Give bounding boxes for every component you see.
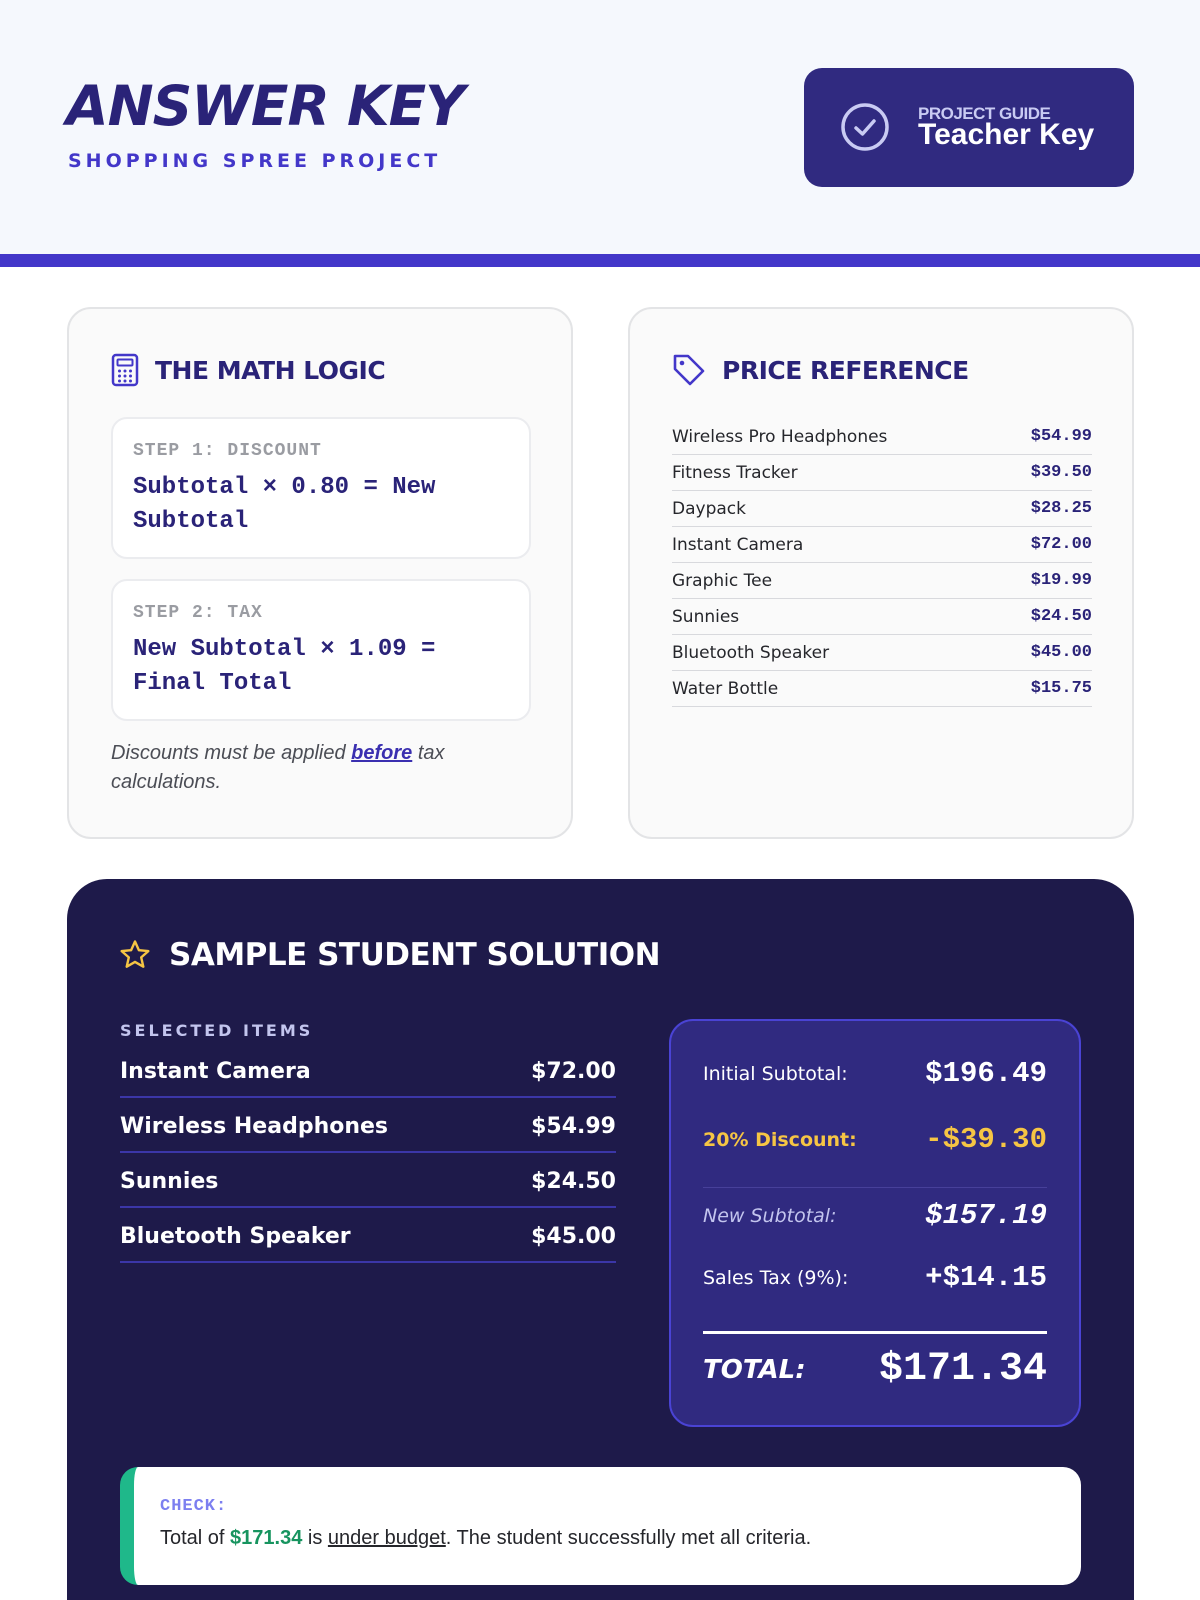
budget-check-callout — [120, 1467, 1081, 1585]
item-name: Bluetooth Speaker — [672, 642, 830, 663]
item-name: Bluetooth Speaker — [120, 1224, 351, 1249]
item-price: $72.00 — [531, 1059, 616, 1084]
check-message — [160, 1527, 811, 1550]
sales-tax-row — [703, 1261, 1047, 1294]
check-middle: is — [302, 1527, 328, 1549]
summary-label: 20% Discount: — [703, 1128, 857, 1151]
solution-title: SAMPLE STUDENT SOLUTION — [169, 937, 661, 973]
summary-value: +$14.15 — [925, 1261, 1047, 1294]
step-label: STEP 2: TAX — [133, 603, 263, 623]
check-suffix: . The student successfully met all criteria. — [445, 1527, 812, 1549]
item-price: $54.99 — [1030, 427, 1092, 446]
page-subtitle: SHOPPING SPREE PROJECT — [68, 150, 442, 172]
check-label: CHECK: — [160, 1497, 228, 1516]
price-row — [672, 455, 1092, 491]
item-name: Wireless Pro Headphones — [672, 426, 888, 447]
item-name: Water Bottle — [672, 678, 779, 699]
star-icon — [119, 939, 151, 971]
selected-item-row — [120, 1043, 616, 1098]
badge-title: Teacher Key — [918, 118, 1095, 151]
price-row — [672, 599, 1092, 635]
item-price: $54.99 — [531, 1114, 616, 1139]
price-row — [672, 671, 1092, 707]
step-formula: Subtotal × 0.80 = New Subtotal — [133, 474, 436, 535]
initial-subtotal-row — [703, 1057, 1047, 1090]
summary-label: Sales Tax (9%): — [703, 1266, 849, 1289]
selected-item-row — [120, 1208, 616, 1263]
total-value: $171.34 — [878, 1347, 1047, 1392]
header-divider — [0, 254, 1200, 267]
price-reference-card — [628, 307, 1134, 839]
price-row — [672, 419, 1092, 455]
step-tax — [111, 579, 531, 721]
note-suffix: tax calculations. — [111, 742, 445, 793]
price-list — [672, 419, 1092, 707]
item-price: $72.00 — [1030, 535, 1092, 554]
tag-icon — [672, 353, 706, 387]
check-prefix: Total of — [160, 1527, 231, 1549]
item-name: Instant Camera — [672, 534, 804, 555]
math-logic-card — [67, 307, 573, 839]
item-name: Graphic Tee — [672, 570, 773, 591]
note-emphasis: before — [351, 742, 413, 764]
math-logic-title: THE MATH LOGIC — [155, 355, 386, 385]
price-reference-heading — [672, 353, 969, 387]
summary-label: Initial Subtotal: — [703, 1062, 848, 1085]
selected-item-row — [120, 1098, 616, 1153]
check-circle-icon — [840, 102, 890, 152]
item-price: $45.00 — [531, 1224, 616, 1249]
step-label: STEP 1: DISCOUNT — [133, 441, 322, 461]
new-subtotal-row — [703, 1199, 1047, 1232]
total-divider — [703, 1331, 1047, 1334]
item-name: Sunnies — [672, 606, 740, 627]
discount-row — [703, 1123, 1047, 1156]
total-row — [703, 1347, 1047, 1392]
item-price: $28.25 — [1030, 499, 1092, 518]
selected-item-row — [120, 1153, 616, 1208]
step-discount — [111, 417, 531, 559]
sample-solution-panel — [67, 879, 1134, 1600]
item-price: $39.50 — [1030, 463, 1092, 482]
item-price: $24.50 — [1030, 607, 1092, 626]
teacher-key-badge — [804, 68, 1134, 187]
calculation-summary — [669, 1019, 1081, 1427]
item-name: Wireless Headphones — [120, 1114, 389, 1139]
check-budget: under budget — [327, 1527, 446, 1549]
step-formula: New Subtotal × 1.09 = Final Total — [133, 636, 436, 697]
item-price: $24.50 — [531, 1169, 616, 1194]
selected-items-list — [120, 1043, 616, 1263]
selected-items-label: SELECTED ITEMS — [120, 1021, 314, 1040]
math-logic-heading — [111, 353, 385, 387]
price-row — [672, 563, 1092, 599]
price-row — [672, 491, 1092, 527]
item-price: $45.00 — [1030, 643, 1092, 662]
price-reference-title: PRICE REFERENCE — [722, 355, 969, 385]
item-name: Fitness Tracker — [672, 462, 798, 483]
check-amount: $171.34 — [230, 1527, 303, 1549]
solution-heading — [119, 937, 660, 973]
page-header — [0, 0, 1200, 254]
summary-value: -$39.30 — [925, 1123, 1047, 1156]
item-name: Instant Camera — [120, 1059, 311, 1084]
summary-label: New Subtotal: — [703, 1204, 837, 1227]
total-label: TOTAL: — [703, 1354, 806, 1385]
item-price: $19.99 — [1030, 571, 1092, 590]
page-title: ANSWER KEY — [66, 74, 464, 138]
summary-divider — [703, 1187, 1047, 1188]
item-name: Daypack — [672, 498, 746, 519]
price-row — [672, 527, 1092, 563]
calculator-icon — [111, 353, 139, 387]
discount-order-note — [111, 739, 531, 797]
item-name: Sunnies — [120, 1169, 219, 1194]
price-row — [672, 635, 1092, 671]
note-prefix: Discounts must be applied — [111, 742, 352, 764]
badge-kicker: PROJECT GUIDE — [918, 104, 1051, 123]
item-price: $15.75 — [1030, 679, 1092, 698]
summary-value: $196.49 — [925, 1057, 1047, 1090]
summary-value: $157.19 — [925, 1199, 1047, 1232]
